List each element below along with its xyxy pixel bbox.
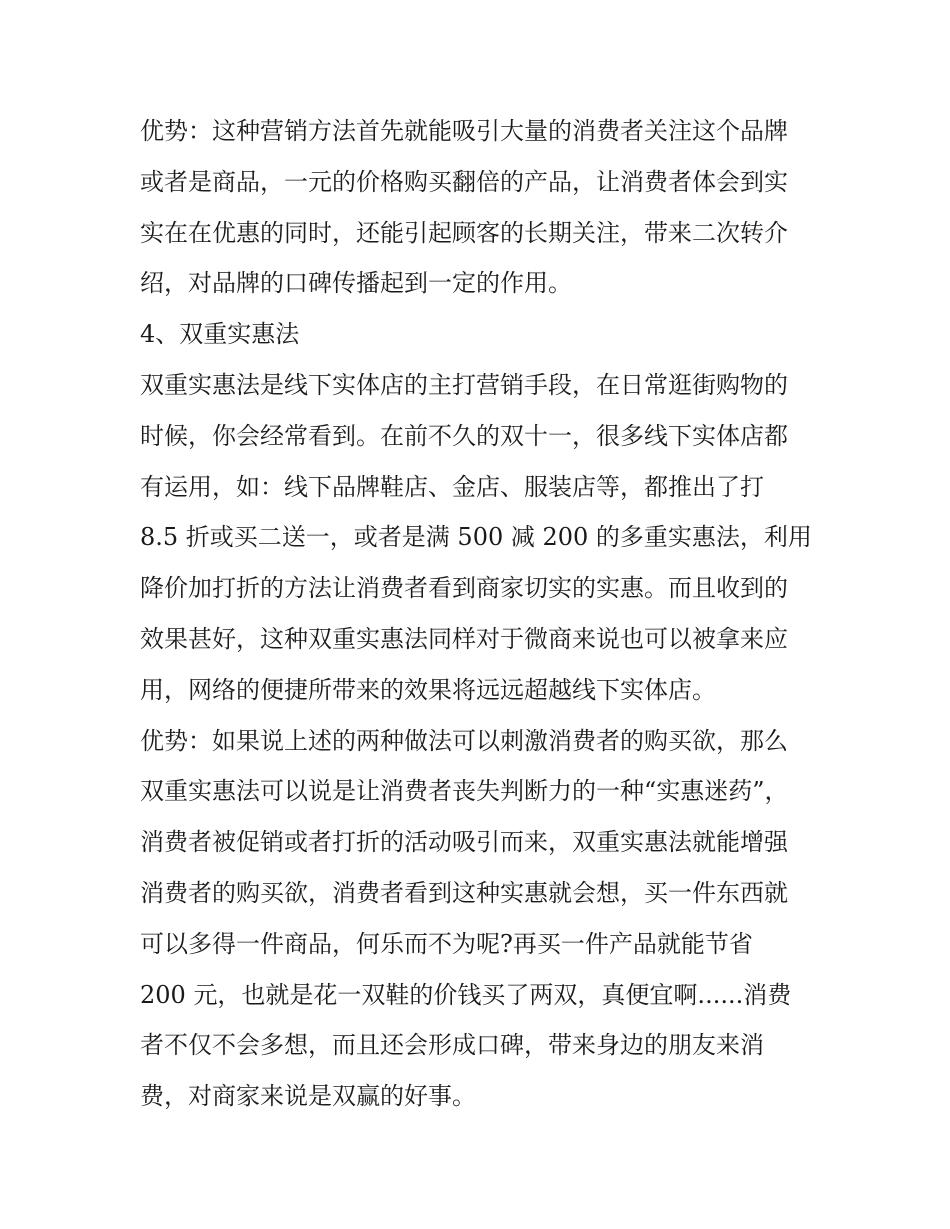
document-body <box>140 106 820 1122</box>
text-line-14: 双重实惠法可以说是让消费者丧失判断力的一种“实惠迷药”， <box>140 777 789 806</box>
text-line-4: 绍，对品牌的口碑传播起到一定的作用。 <box>140 269 572 298</box>
text-line-16: 消费者的购买欲，消费者看到这种实惠就会想，买一件东西就 <box>140 878 788 907</box>
text-line-8: 有运用，如：线下品牌鞋店、金店、服装店等，都推出了打 <box>140 472 764 501</box>
text-line-7: 时候，你会经常看到。在前不久的双十一，很多线下实体店都 <box>140 421 788 450</box>
text-line-2: 或者是商品，一元的价格购买翻倍的产品，让消费者体会到实 <box>140 167 788 196</box>
text-line-9: 8.5 折或买二送一，或者是满 500 减 200 的多重实惠法，利用 <box>140 523 812 552</box>
text-line-17: 可以多得一件商品，何乐而不为呢?再买一件产品就能节省 <box>140 929 753 958</box>
text-line-3: 实在在优惠的同时，还能引起顾客的长期关注，带来二次转介 <box>140 218 788 247</box>
text-line-12: 用，网络的便捷所带来的效果将远远超越线下实体店。 <box>140 675 716 704</box>
text-line-10: 降价加打折的方法让消费者看到商家切实的实惠。而且收到的 <box>140 574 788 603</box>
text-line-19: 者不仅不会多想，而且还会形成口碑，带来身边的朋友来消 <box>140 1031 764 1060</box>
text-line-11: 效果甚好，这种双重实惠法同样对于微商来说也可以被拿来应 <box>140 624 788 653</box>
text-line-13: 优势：如果说上述的两种做法可以刺激消费者的购买欲，那么 <box>140 726 788 755</box>
text-line-15: 消费者被促销或者打折的活动吸引而来，双重实惠法就能增强 <box>140 828 788 857</box>
text-line-18: 200 元，也就是花一双鞋的价钱买了两双，真便宜啊......消费 <box>140 980 792 1009</box>
text-line-20: 费，对商家来说是双赢的好事。 <box>140 1082 476 1111</box>
section-heading: 4、双重实惠法 <box>140 320 300 349</box>
text-line-1: 优势：这种营销方法首先就能吸引大量的消费者关注这个品牌 <box>140 117 788 145</box>
text-line-6: 双重实惠法是线下实体店的主打营销手段，在日常逛街购物的 <box>140 370 788 399</box>
